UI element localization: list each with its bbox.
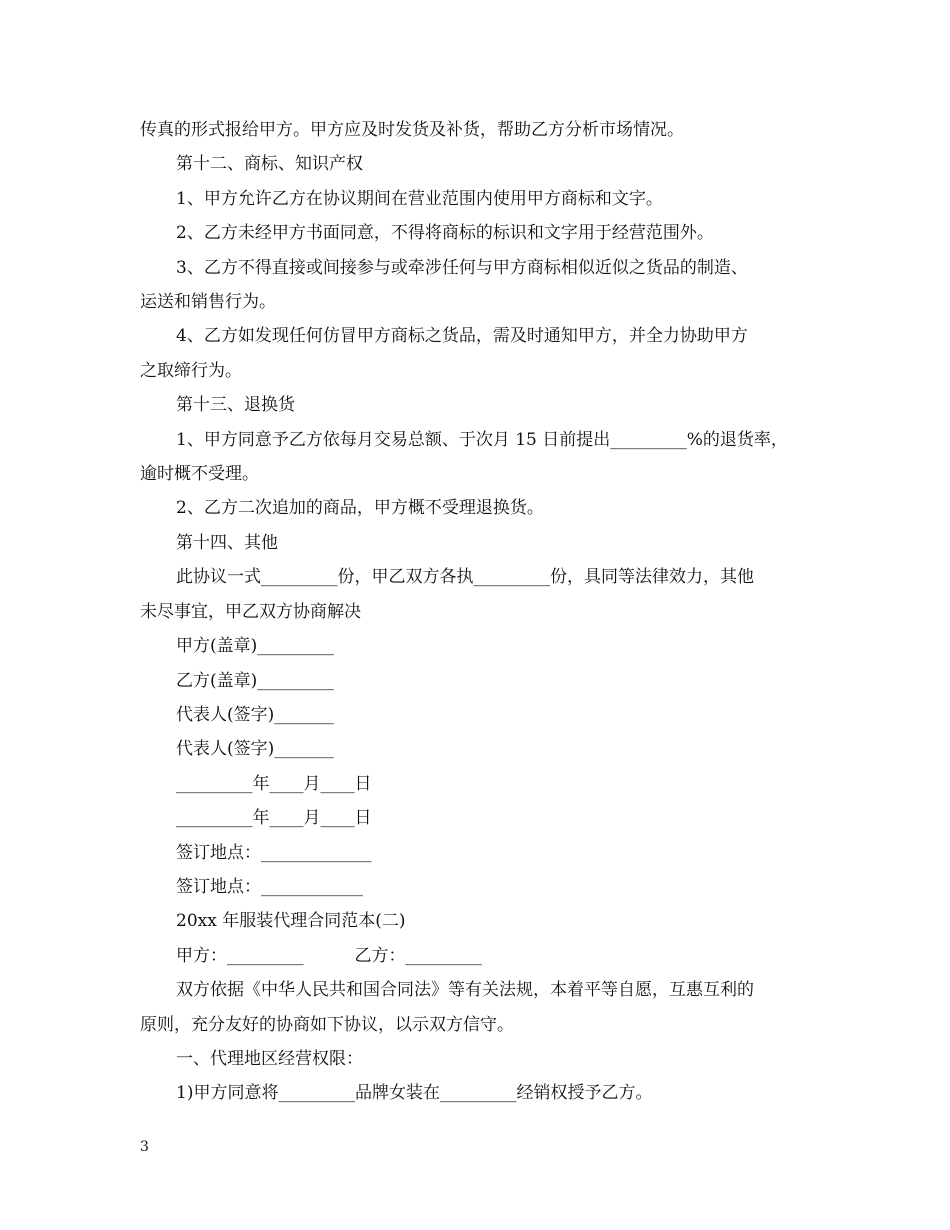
text-line: 原则，充分友好的协商如下协议，以示双方信守。 — [140, 1014, 514, 1035]
document-title: 20xx 年服装代理合同范本(二) — [176, 911, 406, 932]
document-body — [140, 113, 830, 1111]
section-heading: 第十三、退换货 — [176, 395, 295, 416]
text-line: 1、甲方允许乙方在协议期间在营业范围内使用甲方商标和文字。 — [176, 188, 663, 209]
parties-line: 甲方：_________ 乙方：_________ — [176, 945, 482, 966]
signature-line-representative: 代表人(签字)_______ — [176, 704, 334, 725]
text-line: 2、乙方二次追加的商品，甲方概不受理退换货。 — [176, 498, 544, 519]
text-line: 双方依据《中华人民共和国合同法》等有关法规，本着平等自愿，互惠互利的 — [176, 980, 754, 1001]
signing-place-line: 签订地点：_____________ — [176, 842, 372, 863]
page-number: 3 — [140, 1139, 149, 1155]
signature-line-party-a: 甲方(盖章)_________ — [176, 636, 334, 657]
text-line: 逾时概不受理。 — [140, 464, 259, 485]
date-line: _________年____月____日 — [176, 773, 372, 794]
section-heading: 第十四、其他 — [176, 532, 278, 553]
text-line: 4、乙方如发现任何仿冒甲方商标之货品，需及时通知甲方，并全力协助甲方 — [176, 326, 748, 347]
section-heading: 第十二、商标、知识产权 — [176, 154, 363, 175]
signature-line-representative: 代表人(签字)_______ — [176, 739, 334, 760]
text-line: 之取缔行为。 — [140, 360, 242, 381]
text-line: 1、甲方同意予乙方依每月交易总额、于次月 15 日前提出_________%的退货率， — [176, 429, 788, 450]
text-line: 1)甲方同意将_________品牌女装在_________经销权授予乙方。 — [176, 1083, 653, 1104]
text-line: 传真的形式报给甲方。甲方应及时发货及补货，帮助乙方分析市场情况。 — [140, 120, 684, 140]
section-heading: 一、代理地区经营权限： — [176, 1048, 363, 1069]
signing-place-line: 签订地点：____________ — [176, 876, 363, 897]
text-line: 2、乙方未经甲方书面同意，不得将商标的标识和文字用于经营范围外。 — [176, 223, 714, 244]
text-line: 此协议一式_________份，甲乙双方各执_________份，具同等法律效力，其他 — [176, 567, 754, 588]
text-line: 运送和销售行为。 — [140, 292, 276, 313]
text-line: 3、乙方不得直接或间接参与或牵涉任何与甲方商标相似近似之货品的制造、 — [176, 257, 748, 278]
signature-line-party-b: 乙方(盖章)_________ — [176, 670, 334, 691]
text-line: 未尽事宜，甲乙双方协商解决 — [140, 601, 361, 622]
date-line: _________年____月____日 — [176, 808, 372, 829]
